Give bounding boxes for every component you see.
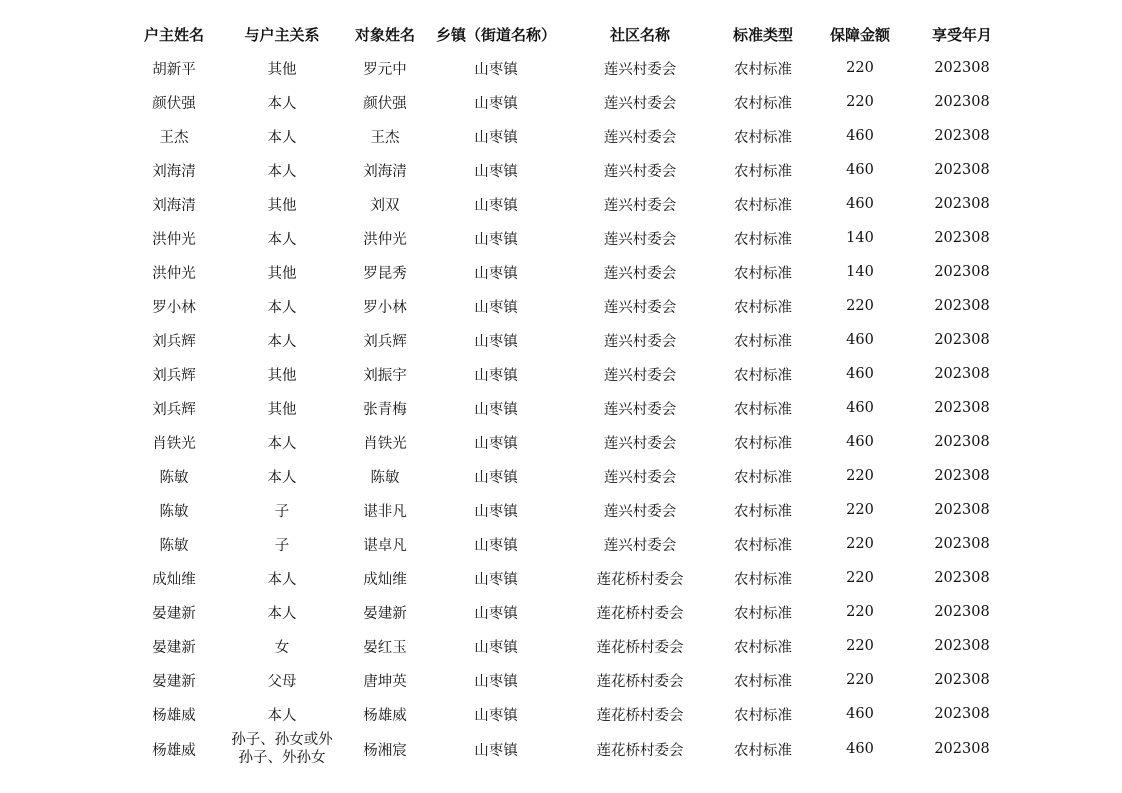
- period-cell: 202308: [934, 604, 990, 620]
- header-householder-name: 户主姓名: [143, 25, 204, 44]
- community-cell: 莲花桥村委会: [596, 639, 684, 656]
- amount-cell: 460: [846, 434, 874, 450]
- amount-cell: 220: [846, 536, 874, 552]
- recipient-name-cell: 谌非凡: [363, 503, 407, 520]
- community-cell: 莲花桥村委会: [596, 605, 684, 622]
- header-amount: 保障金额: [829, 25, 890, 44]
- recipient-name-cell: 罗昆秀: [363, 265, 407, 282]
- community-cell: 莲兴村委会: [603, 401, 677, 418]
- amount-cell: 140: [846, 264, 874, 280]
- community-cell: 莲兴村委会: [603, 469, 677, 486]
- householder-name-cell: 肖铁光: [152, 435, 196, 452]
- period-cell: 202308: [934, 706, 990, 722]
- amount-cell: 140: [846, 230, 874, 246]
- community-cell: 莲兴村委会: [603, 163, 677, 180]
- community-cell: 莲兴村委会: [603, 503, 677, 520]
- relationship-cell: 本人: [267, 333, 297, 350]
- amount-cell: 460: [846, 741, 874, 757]
- community-cell: 莲兴村委会: [603, 537, 677, 554]
- standard-type-cell: 农村标准: [734, 197, 792, 214]
- community-cell: 莲兴村委会: [603, 197, 677, 214]
- table-row: [120, 255, 1008, 289]
- relationship-cell: 本人: [267, 163, 297, 180]
- town-cell: 山枣镇: [474, 503, 518, 520]
- standard-type-cell: 农村标准: [734, 129, 792, 146]
- community-cell: 莲花桥村委会: [596, 673, 684, 690]
- householder-name-cell: 晏建新: [152, 673, 196, 690]
- period-cell: 202308: [934, 468, 990, 484]
- town-cell: 山枣镇: [474, 742, 518, 759]
- standard-type-cell: 农村标准: [734, 742, 792, 759]
- householder-name-cell: 陈敏: [159, 537, 189, 554]
- community-cell: 莲兴村委会: [603, 435, 677, 452]
- householder-name-cell: 颜伏强: [152, 95, 196, 112]
- householder-name-cell: 晏建新: [152, 605, 196, 622]
- period-cell: 202308: [934, 332, 990, 348]
- amount-cell: 220: [846, 570, 874, 586]
- standard-type-cell: 农村标准: [734, 231, 792, 248]
- relationship-cell: 本人: [267, 299, 297, 316]
- table-row: [120, 119, 1008, 153]
- householder-name-cell: 刘海清: [152, 163, 196, 180]
- table-row: [120, 391, 1008, 425]
- period-cell: 202308: [934, 400, 990, 416]
- householder-name-cell: 杨雄威: [152, 707, 196, 724]
- householder-name-cell: 陈敏: [159, 503, 189, 520]
- standard-type-cell: 农村标准: [734, 299, 792, 316]
- table-row: [120, 561, 1008, 595]
- table-row: [120, 289, 1008, 323]
- period-cell: 202308: [934, 230, 990, 246]
- standard-type-cell: 农村标准: [734, 61, 792, 78]
- community-cell: 莲兴村委会: [603, 333, 677, 350]
- period-cell: 202308: [934, 60, 990, 76]
- standard-type-cell: 农村标准: [734, 265, 792, 282]
- standard-type-cell: 农村标准: [734, 503, 792, 520]
- period-cell: 202308: [934, 128, 990, 144]
- recipient-name-cell: 成灿维: [363, 571, 407, 588]
- standard-type-cell: 农村标准: [734, 95, 792, 112]
- standard-type-cell: 农村标准: [734, 571, 792, 588]
- period-cell: 202308: [934, 94, 990, 110]
- period-cell: 202308: [934, 264, 990, 280]
- relationship-cell: 其他: [267, 367, 297, 384]
- town-cell: 山枣镇: [474, 707, 518, 724]
- householder-name-cell: 刘兵辉: [152, 333, 196, 350]
- community-cell: 莲兴村委会: [603, 231, 677, 248]
- community-cell: 莲花桥村委会: [596, 742, 684, 759]
- householder-name-cell: 陈敏: [159, 469, 189, 486]
- period-cell: 202308: [934, 162, 990, 178]
- householder-name-cell: 成灿维: [152, 571, 196, 588]
- relationship-cell: 孙子、孙女或外孙子、外孙女: [231, 732, 333, 766]
- town-cell: 山枣镇: [474, 197, 518, 214]
- recipient-name-cell: 晏红玉: [363, 639, 407, 656]
- householder-name-cell: 杨雄威: [152, 742, 196, 759]
- recipient-name-cell: 刘海清: [363, 163, 407, 180]
- amount-cell: 460: [846, 400, 874, 416]
- relationship-cell: 本人: [267, 469, 297, 486]
- community-cell: 莲兴村委会: [603, 265, 677, 282]
- town-cell: 山枣镇: [474, 639, 518, 656]
- relationship-cell: 子: [274, 503, 290, 520]
- amount-cell: 220: [846, 468, 874, 484]
- table-row: [120, 357, 1008, 391]
- town-cell: 山枣镇: [474, 333, 518, 350]
- town-cell: 山枣镇: [474, 367, 518, 384]
- header-community: 社区名称: [609, 25, 670, 44]
- recipient-name-cell: 唐坤英: [363, 673, 407, 690]
- householder-name-cell: 刘兵辉: [152, 401, 196, 418]
- town-cell: 山枣镇: [474, 299, 518, 316]
- header-town: 乡镇（街道名称）: [435, 25, 556, 44]
- standard-type-cell: 农村标准: [734, 469, 792, 486]
- table-row: [120, 187, 1008, 221]
- town-cell: 山枣镇: [474, 537, 518, 554]
- period-cell: 202308: [934, 502, 990, 518]
- amount-cell: 220: [846, 502, 874, 518]
- period-cell: 202308: [934, 570, 990, 586]
- table-row: [120, 153, 1008, 187]
- householder-name-cell: 胡新平: [152, 61, 196, 78]
- table-row: [120, 731, 1008, 767]
- period-cell: 202308: [934, 196, 990, 212]
- recipient-name-cell: 罗元中: [363, 61, 407, 78]
- householder-name-cell: 王杰: [159, 129, 189, 146]
- header-recipient-name: 对象姓名: [354, 25, 415, 44]
- recipient-name-cell: 晏建新: [363, 605, 407, 622]
- table-row: [120, 323, 1008, 357]
- community-cell: 莲花桥村委会: [596, 571, 684, 588]
- recipient-name-cell: 陈敏: [370, 469, 400, 486]
- table-row: [120, 697, 1008, 731]
- table-row: [120, 629, 1008, 663]
- amount-cell: 220: [846, 298, 874, 314]
- recipient-name-cell: 刘双: [370, 197, 400, 214]
- recipient-name-cell: 张青梅: [363, 401, 407, 418]
- relationship-cell: 其他: [267, 401, 297, 418]
- recipient-name-cell: 颜伏强: [363, 95, 407, 112]
- standard-type-cell: 农村标准: [734, 367, 792, 384]
- period-cell: 202308: [934, 672, 990, 688]
- town-cell: 山枣镇: [474, 129, 518, 146]
- standard-type-cell: 农村标准: [734, 163, 792, 180]
- table-row: [120, 425, 1008, 459]
- town-cell: 山枣镇: [474, 231, 518, 248]
- relationship-cell: 女: [274, 639, 290, 656]
- town-cell: 山枣镇: [474, 469, 518, 486]
- relationship-cell: 父母: [267, 673, 297, 690]
- table-row: [120, 527, 1008, 561]
- header-period: 享受年月: [931, 25, 992, 44]
- period-cell: 202308: [934, 434, 990, 450]
- standard-type-cell: 农村标准: [734, 537, 792, 554]
- relationship-cell: 本人: [267, 435, 297, 452]
- standard-type-cell: 农村标准: [734, 605, 792, 622]
- amount-cell: 460: [846, 366, 874, 382]
- period-cell: 202308: [934, 638, 990, 654]
- community-cell: 莲兴村委会: [603, 367, 677, 384]
- amount-cell: 220: [846, 638, 874, 654]
- recipient-name-cell: 王杰: [370, 129, 400, 146]
- amount-cell: 220: [846, 604, 874, 620]
- standard-type-cell: 农村标准: [734, 333, 792, 350]
- relationship-cell: 本人: [267, 231, 297, 248]
- householder-name-cell: 刘海清: [152, 197, 196, 214]
- town-cell: 山枣镇: [474, 265, 518, 282]
- recipient-name-cell: 刘振宇: [363, 367, 407, 384]
- roster-sheet: [120, 17, 1008, 767]
- recipient-name-cell: 肖铁光: [363, 435, 407, 452]
- roster-table: [120, 17, 1008, 767]
- table-row: [120, 663, 1008, 697]
- householder-name-cell: 洪仲光: [152, 265, 196, 282]
- table-row: [120, 221, 1008, 255]
- relationship-cell: 其他: [267, 197, 297, 214]
- standard-type-cell: 农村标准: [734, 639, 792, 656]
- table-row: [120, 493, 1008, 527]
- period-cell: 202308: [934, 741, 990, 757]
- community-cell: 莲兴村委会: [603, 61, 677, 78]
- header-standard-type: 标准类型: [732, 25, 793, 44]
- standard-type-cell: 农村标准: [734, 707, 792, 724]
- recipient-name-cell: 罗小林: [363, 299, 407, 316]
- town-cell: 山枣镇: [474, 571, 518, 588]
- town-cell: 山枣镇: [474, 95, 518, 112]
- period-cell: 202308: [934, 536, 990, 552]
- table-row: [120, 85, 1008, 119]
- standard-type-cell: 农村标准: [734, 435, 792, 452]
- period-cell: 202308: [934, 298, 990, 314]
- householder-name-cell: 洪仲光: [152, 231, 196, 248]
- community-cell: 莲兴村委会: [603, 95, 677, 112]
- recipient-name-cell: 刘兵辉: [363, 333, 407, 350]
- recipient-name-cell: 洪仲光: [363, 231, 407, 248]
- standard-type-cell: 农村标准: [734, 673, 792, 690]
- amount-cell: 220: [846, 94, 874, 110]
- relationship-cell: 其他: [267, 265, 297, 282]
- householder-name-cell: 晏建新: [152, 639, 196, 656]
- amount-cell: 460: [846, 162, 874, 178]
- relationship-cell: 本人: [267, 571, 297, 588]
- town-cell: 山枣镇: [474, 401, 518, 418]
- community-cell: 莲花桥村委会: [596, 707, 684, 724]
- recipient-name-cell: 谌卓凡: [363, 537, 407, 554]
- town-cell: 山枣镇: [474, 605, 518, 622]
- town-cell: 山枣镇: [474, 163, 518, 180]
- community-cell: 莲兴村委会: [603, 129, 677, 146]
- header-relationship: 与户主关系: [244, 25, 320, 44]
- householder-name-cell: 罗小林: [152, 299, 196, 316]
- relationship-cell: 本人: [267, 129, 297, 146]
- standard-type-cell: 农村标准: [734, 401, 792, 418]
- relationship-cell: 其他: [267, 61, 297, 78]
- town-cell: 山枣镇: [474, 673, 518, 690]
- amount-cell: 460: [846, 332, 874, 348]
- table-row: [120, 51, 1008, 85]
- amount-cell: 460: [846, 196, 874, 212]
- householder-name-cell: 刘兵辉: [152, 367, 196, 384]
- relationship-cell: 本人: [267, 95, 297, 112]
- amount-cell: 460: [846, 706, 874, 722]
- relationship-cell: 本人: [267, 707, 297, 724]
- amount-cell: 460: [846, 128, 874, 144]
- relationship-cell: 本人: [267, 605, 297, 622]
- community-cell: 莲兴村委会: [603, 299, 677, 316]
- table-row: [120, 595, 1008, 629]
- amount-cell: 220: [846, 60, 874, 76]
- recipient-name-cell: 杨湘宸: [363, 742, 407, 759]
- table-row: [120, 459, 1008, 493]
- table-header-row: [120, 17, 1008, 51]
- town-cell: 山枣镇: [474, 435, 518, 452]
- recipient-name-cell: 杨雄威: [363, 707, 407, 724]
- amount-cell: 220: [846, 672, 874, 688]
- town-cell: 山枣镇: [474, 61, 518, 78]
- relationship-cell: 子: [274, 537, 290, 554]
- period-cell: 202308: [934, 366, 990, 382]
- table-body: [120, 51, 1008, 767]
